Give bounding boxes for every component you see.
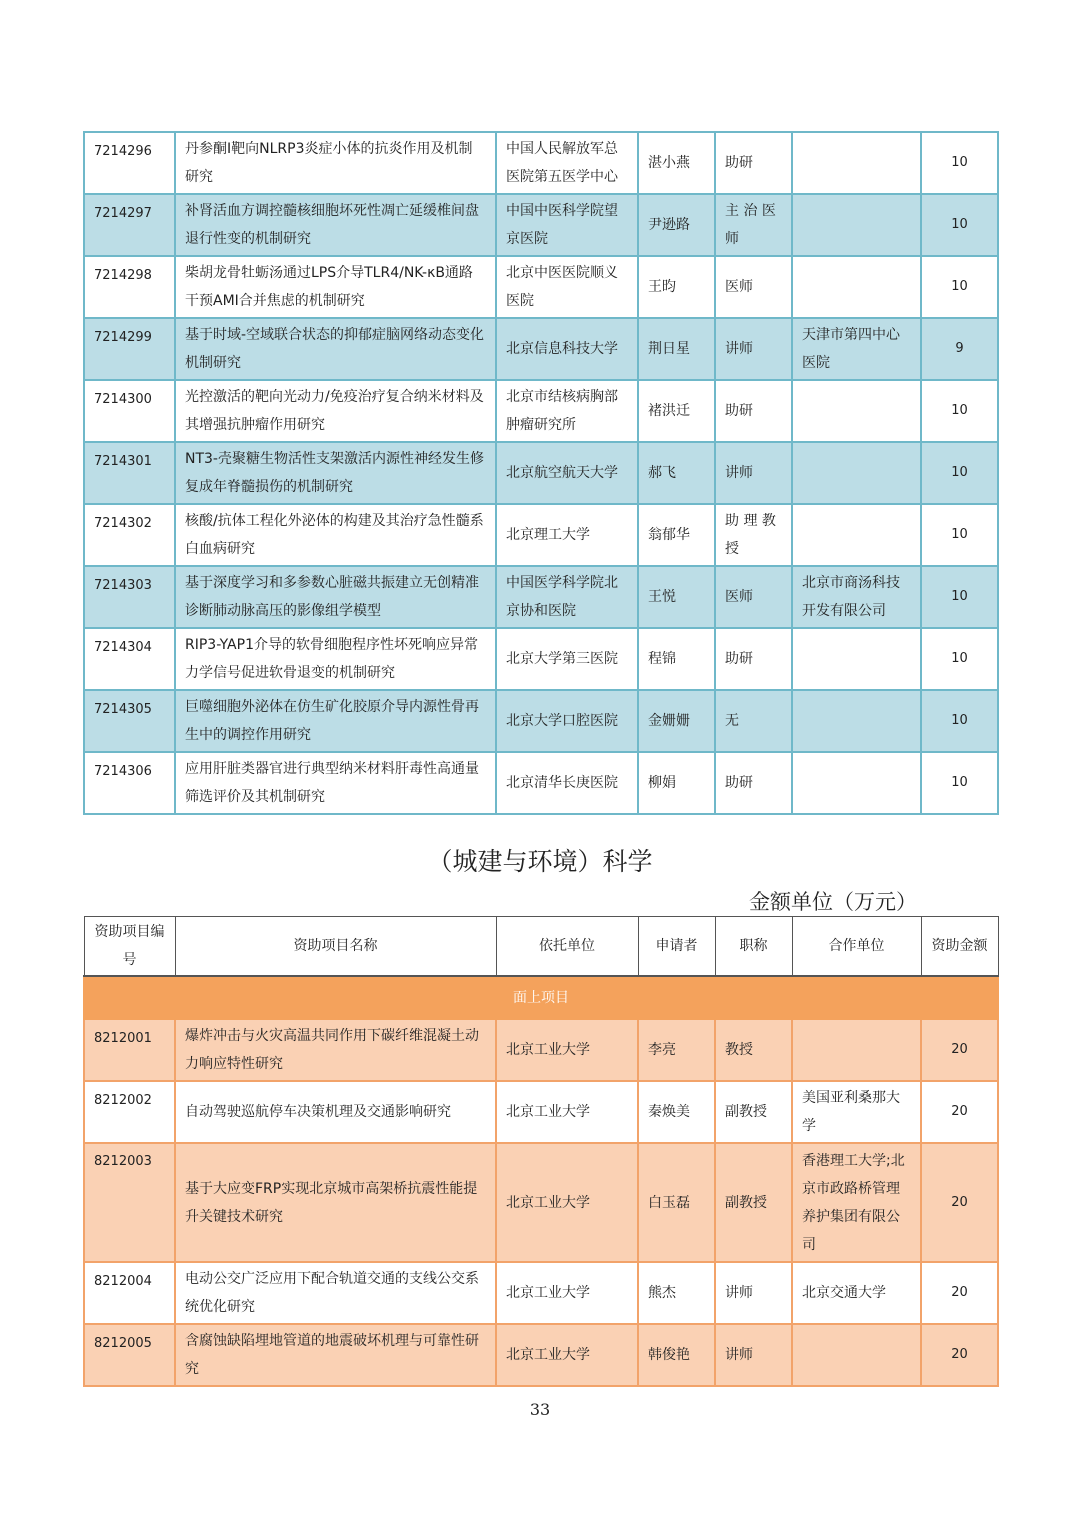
project-code: 7214296 [84, 132, 175, 194]
project-code: 8212003 [84, 1143, 175, 1262]
funding-amount: 20 [921, 1019, 998, 1081]
job-title: 讲师 [715, 442, 792, 504]
project-name: 爆炸冲击与火灾高温共同作用下碳纤维混凝土动力响应特性研究 [175, 1019, 496, 1081]
applicant: 韩俊艳 [638, 1324, 715, 1386]
partner-unit [792, 752, 921, 814]
host-unit: 北京清华长庚医院 [496, 752, 638, 814]
project-name: RIP3-YAP1介导的软骨细胞程序性坏死响应异常力学信号促进软骨退变的机制研究 [175, 628, 496, 690]
funding-amount: 10 [921, 628, 998, 690]
funding-amount: 10 [921, 256, 998, 318]
job-title: 教授 [715, 1019, 792, 1081]
host-unit: 北京中医医院顺义医院 [496, 256, 638, 318]
partner-unit: 天津市第四中心医院 [792, 318, 921, 380]
group-row [84, 976, 998, 1019]
project-name: 补肾活血方调控髓核细胞坏死性凋亡延缓椎间盘退行性变的机制研究 [175, 194, 496, 256]
partner-unit [792, 132, 921, 194]
partner-unit [792, 380, 921, 442]
partner-unit [792, 1019, 921, 1081]
partner-unit [792, 628, 921, 690]
medical-projects-table [83, 131, 999, 815]
applicant: 程锦 [638, 628, 715, 690]
header-applicant: 申请者 [638, 917, 715, 977]
project-name: 含腐蚀缺陷埋地管道的地震破坏机理与可靠性研究 [175, 1324, 496, 1386]
applicant: 李亮 [638, 1019, 715, 1081]
applicant: 秦焕美 [638, 1081, 715, 1143]
project-code: 7214302 [84, 504, 175, 566]
partner-unit: 北京市商汤科技开发有限公司 [792, 566, 921, 628]
project-code: 7214297 [84, 194, 175, 256]
project-code: 7214304 [84, 628, 175, 690]
partner-unit: 美国亚利桑那大学 [792, 1081, 921, 1143]
urban-projects-table [83, 916, 999, 1387]
table-row [84, 690, 998, 752]
job-title: 助 理 教 授 [715, 504, 792, 566]
applicant: 金姗姗 [638, 690, 715, 752]
table-row [84, 442, 998, 504]
header-unit: 依托单位 [496, 917, 638, 977]
header-code: 资助项目编号 [84, 917, 175, 977]
amount-unit-label: 金额单位（万元） [749, 890, 917, 914]
host-unit: 中国医学科学院北京协和医院 [496, 566, 638, 628]
header-title: 职称 [715, 917, 792, 977]
table-row [84, 256, 998, 318]
table-row [84, 1324, 998, 1386]
job-title: 讲师 [715, 1262, 792, 1324]
host-unit: 北京航空航天大学 [496, 442, 638, 504]
project-name: 应用肝脏类器官进行典型纳米材料肝毒性高通量筛选评价及其机制研究 [175, 752, 496, 814]
job-title: 副教授 [715, 1143, 792, 1262]
job-title: 医师 [715, 566, 792, 628]
project-name: 丹参酮Ⅰ靶向NLRP3炎症小体的抗炎作用及机制研究 [175, 132, 496, 194]
job-title: 助研 [715, 380, 792, 442]
project-code: 7214298 [84, 256, 175, 318]
funding-amount: 10 [921, 504, 998, 566]
table-header-row [84, 917, 998, 977]
applicant: 熊杰 [638, 1262, 715, 1324]
table-row [84, 1019, 998, 1081]
host-unit: 北京大学口腔医院 [496, 690, 638, 752]
applicant: 尹逊路 [638, 194, 715, 256]
table-row [84, 1143, 998, 1262]
header-amount: 资助金额 [921, 917, 998, 977]
partner-unit [792, 442, 921, 504]
host-unit: 北京工业大学 [496, 1262, 638, 1324]
partner-unit: 北京交通大学 [792, 1262, 921, 1324]
project-code: 8212002 [84, 1081, 175, 1143]
group-label: 面上项目 [84, 976, 998, 1019]
project-code: 7214299 [84, 318, 175, 380]
host-unit: 北京工业大学 [496, 1324, 638, 1386]
project-code: 8212004 [84, 1262, 175, 1324]
table-row [84, 566, 998, 628]
project-name: 基于深度学习和多参数心脏磁共振建立无创精准诊断肺动脉高压的影像组学模型 [175, 566, 496, 628]
table-row [84, 1081, 998, 1143]
project-name: 自动驾驶巡航停车决策机理及交通影响研究 [175, 1081, 496, 1143]
funding-amount: 9 [921, 318, 998, 380]
project-name: 基于时域-空域联合状态的抑郁症脑网络动态变化机制研究 [175, 318, 496, 380]
applicant: 湛小燕 [638, 132, 715, 194]
table-row [84, 752, 998, 814]
host-unit: 北京工业大学 [496, 1143, 638, 1262]
funding-amount: 10 [921, 752, 998, 814]
header-name: 资助项目名称 [175, 917, 496, 977]
funding-amount: 10 [921, 194, 998, 256]
project-code: 8212005 [84, 1324, 175, 1386]
funding-amount: 10 [921, 380, 998, 442]
host-unit: 中国人民解放军总医院第五医学中心 [496, 132, 638, 194]
project-name: 电动公交广泛应用下配合轨道交通的支线公交系统优化研究 [175, 1262, 496, 1324]
applicant: 荆日星 [638, 318, 715, 380]
job-title: 助研 [715, 628, 792, 690]
funding-amount: 20 [921, 1081, 998, 1143]
host-unit: 北京大学第三医院 [496, 628, 638, 690]
table-row [84, 628, 998, 690]
funding-amount: 10 [921, 566, 998, 628]
project-code: 7214303 [84, 566, 175, 628]
job-title: 助研 [715, 752, 792, 814]
applicant: 柳娟 [638, 752, 715, 814]
funding-amount: 20 [921, 1143, 998, 1262]
table-row [84, 318, 998, 380]
partner-unit [792, 504, 921, 566]
project-code: 7214300 [84, 380, 175, 442]
partner-unit [792, 1324, 921, 1386]
applicant: 褚洪迁 [638, 380, 715, 442]
job-title: 无 [715, 690, 792, 752]
project-name: 核酸/抗体工程化外泌体的构建及其治疗急性髓系白血病研究 [175, 504, 496, 566]
project-name: 光控激活的靶向光动力/免疫治疗复合纳米材料及其增强抗肿瘤作用研究 [175, 380, 496, 442]
host-unit: 北京理工大学 [496, 504, 638, 566]
host-unit: 北京信息科技大学 [496, 318, 638, 380]
project-code: 7214301 [84, 442, 175, 504]
project-name: NT3-壳聚糖生物活性支架激活内源性神经发生修复成年脊髓损伤的机制研究 [175, 442, 496, 504]
funding-amount: 20 [921, 1324, 998, 1386]
job-title: 讲师 [715, 318, 792, 380]
applicant: 王悦 [638, 566, 715, 628]
applicant: 郝飞 [638, 442, 715, 504]
project-code: 7214305 [84, 690, 175, 752]
job-title: 副教授 [715, 1081, 792, 1143]
funding-amount: 20 [921, 1262, 998, 1324]
host-unit: 北京市结核病胸部肿瘤研究所 [496, 380, 638, 442]
partner-unit [792, 194, 921, 256]
funding-amount: 10 [921, 442, 998, 504]
funding-amount: 10 [921, 690, 998, 752]
project-code: 7214306 [84, 752, 175, 814]
project-code: 8212001 [84, 1019, 175, 1081]
section-title: （城建与环境）科学 [427, 847, 653, 876]
host-unit: 中国中医科学院望京医院 [496, 194, 638, 256]
partner-unit [792, 690, 921, 752]
job-title: 主 治 医 师 [715, 194, 792, 256]
table-row [84, 1262, 998, 1324]
job-title: 医师 [715, 256, 792, 318]
funding-amount: 10 [921, 132, 998, 194]
applicant: 白玉磊 [638, 1143, 715, 1262]
applicant: 王昀 [638, 256, 715, 318]
host-unit: 北京工业大学 [496, 1019, 638, 1081]
partner-unit: 香港理工大学;北京市政路桥管理养护集团有限公司 [792, 1143, 921, 1262]
partner-unit [792, 256, 921, 318]
header-partner: 合作单位 [792, 917, 921, 977]
project-name: 基于大应变FRP实现北京城市高架桥抗震性能提升关键技术研究 [175, 1143, 496, 1262]
table-row [84, 132, 998, 194]
job-title: 助研 [715, 132, 792, 194]
project-name: 巨噬细胞外泌体在仿生矿化胶原介导内源性骨再生中的调控作用研究 [175, 690, 496, 752]
job-title: 讲师 [715, 1324, 792, 1386]
table-row [84, 194, 998, 256]
table-row [84, 380, 998, 442]
project-name: 柴胡龙骨牡蛎汤通过LPS介导TLR4/NK-κB通路干预AMI合并焦虑的机制研究 [175, 256, 496, 318]
page-number: 33 [529, 1400, 551, 1419]
table-row [84, 504, 998, 566]
applicant: 翁郁华 [638, 504, 715, 566]
host-unit: 北京工业大学 [496, 1081, 638, 1143]
